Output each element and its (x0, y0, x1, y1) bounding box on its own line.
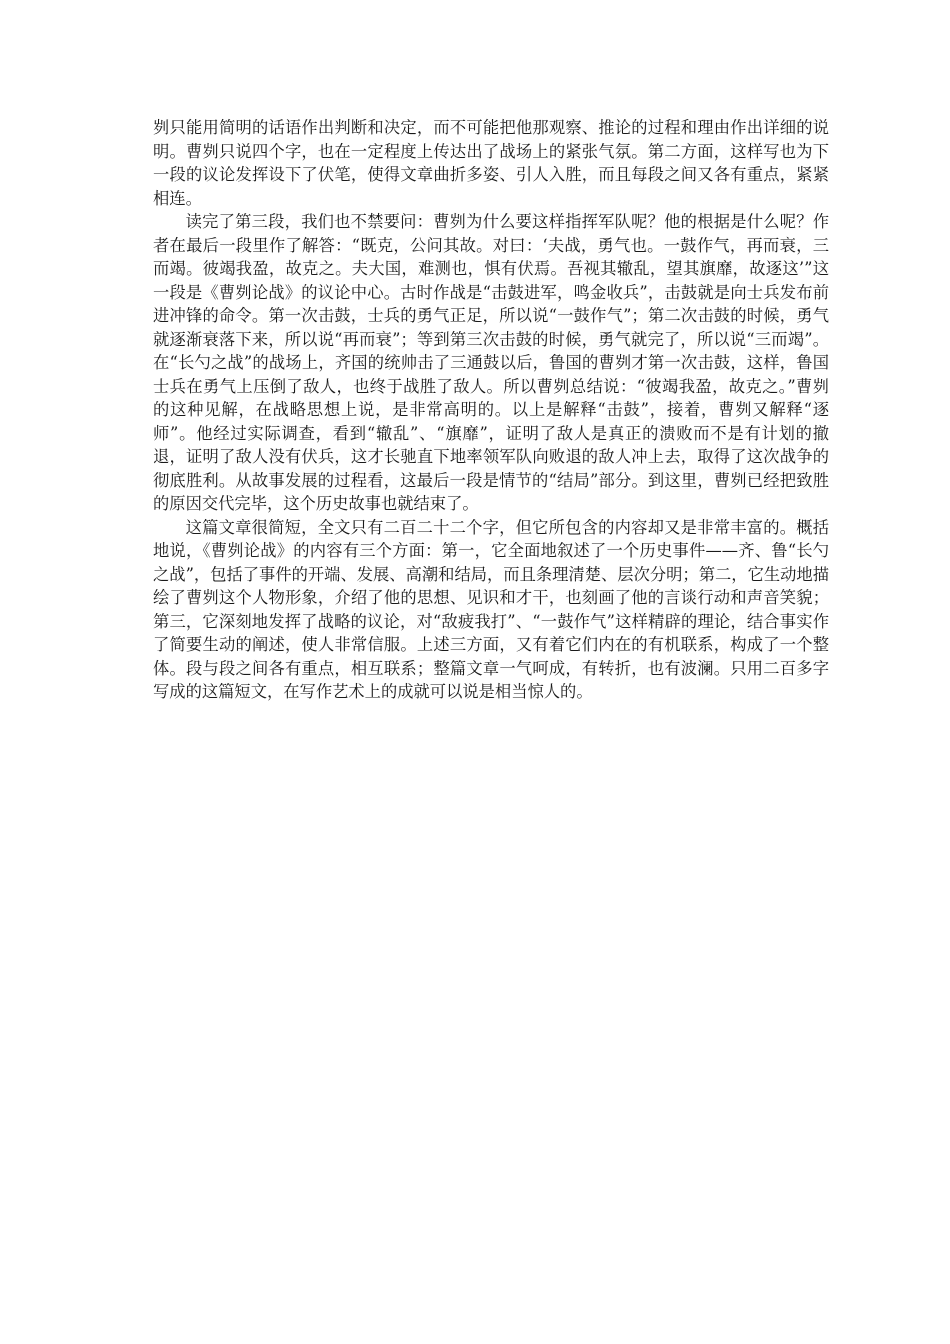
paragraph-summary: 这篇文章很简短，全文只有二百二十二个字，但它所包含的内容却又是非常丰富的。概括地说，《曹刿论战》的内容有三个方面：第一，它全面地叙述了一个历史事件——齐、鲁“长勺之战”，包括了事件的开端、发展、高潮和结局，而且条理清楚、层次分明；第二，它生动地描绘了曹刿这个人物形象，介绍了他的思想、见识和才干，也刻画了他的言谈行动和声音笑貌；第三，它深刻地发挥了战略的议论，对“敌疲我打”、“一鼓作气”这样精辟的理论，结合事实作了简要生动的阐述，使人非常信服。上述三方面，又有着它们内在的有机联系，构成了一个整体。段与段之间各有重点，相互联系；整篇文章一气呵成，有转折，也有波澜。只用二百多字写成的这篇短文，在写作艺术上的成就可以说是相当惊人的。 (153, 517, 829, 701)
paragraph-continuation: 刿只能用简明的话语作出判断和决定，而不可能把他那观察、推论的过程和理由作出详细的说明。曹刿只说四个字，也在一定程度上传达出了战场上的紧张气氛。第二方面，这样写也为下一段的议论发挥设下了伏笔，使得文章曲折多姿、引人入胜，而且每段之间又各有重点，紧紧相连。 (153, 118, 829, 208)
paragraph-analysis: 读完了第三段，我们也不禁要问：曹刿为什么要这样指挥军队呢？他的根据是什么呢？作者在最后一段里作了解答：“既克，公问其故。对曰：‘夫战，勇气也。一鼓作气，再而衰，三而竭。彼竭我盈，故克之。夫大国，难测也，惧有伏焉。吾视其辙乱，望其旗靡，故逐这’”这一段是《曹刿论战》的议论中心。古时作战是“击鼓进军，鸣金收兵”，击鼓就是向士兵发布前进冲锋的命令。第一次击鼓，士兵的勇气正足，所以说“一鼓作气”；第二次击鼓的时候，勇气就逐渐衰落下来，所以说“再而衰”；等到第三次击鼓的时候，勇气就完了，所以说“三而竭”。在“长勺之战”的战场上，齐国的统帅击了三通鼓以后，鲁国的曹刿才第一次击鼓，这样，鲁国士兵在勇气上压倒了敌人，也终于战胜了敌人。所以曹刿总结说：“彼竭我盈，故克之。”曹刿的这种见解，在战略思想上说，是非常高明的。以上是解释“击鼓”，接着，曹刿又解释“逐师”。他经过实际调查，看到“辙乱”、“旗靡”，证明了敌人是真正的溃败而不是有计划的撤退，证明了敌人没有伏兵，这才长驰直下地率领军队向败退的敌人冲上去，取得了这次战争的彻底胜利。从故事发展的过程看，这最后一段是情节的“结局”部分。到这里，曹刿已经把致胜的原因交代完毕，这个历史故事也就结束了。 (153, 212, 829, 513)
document-body (153, 116, 829, 704)
